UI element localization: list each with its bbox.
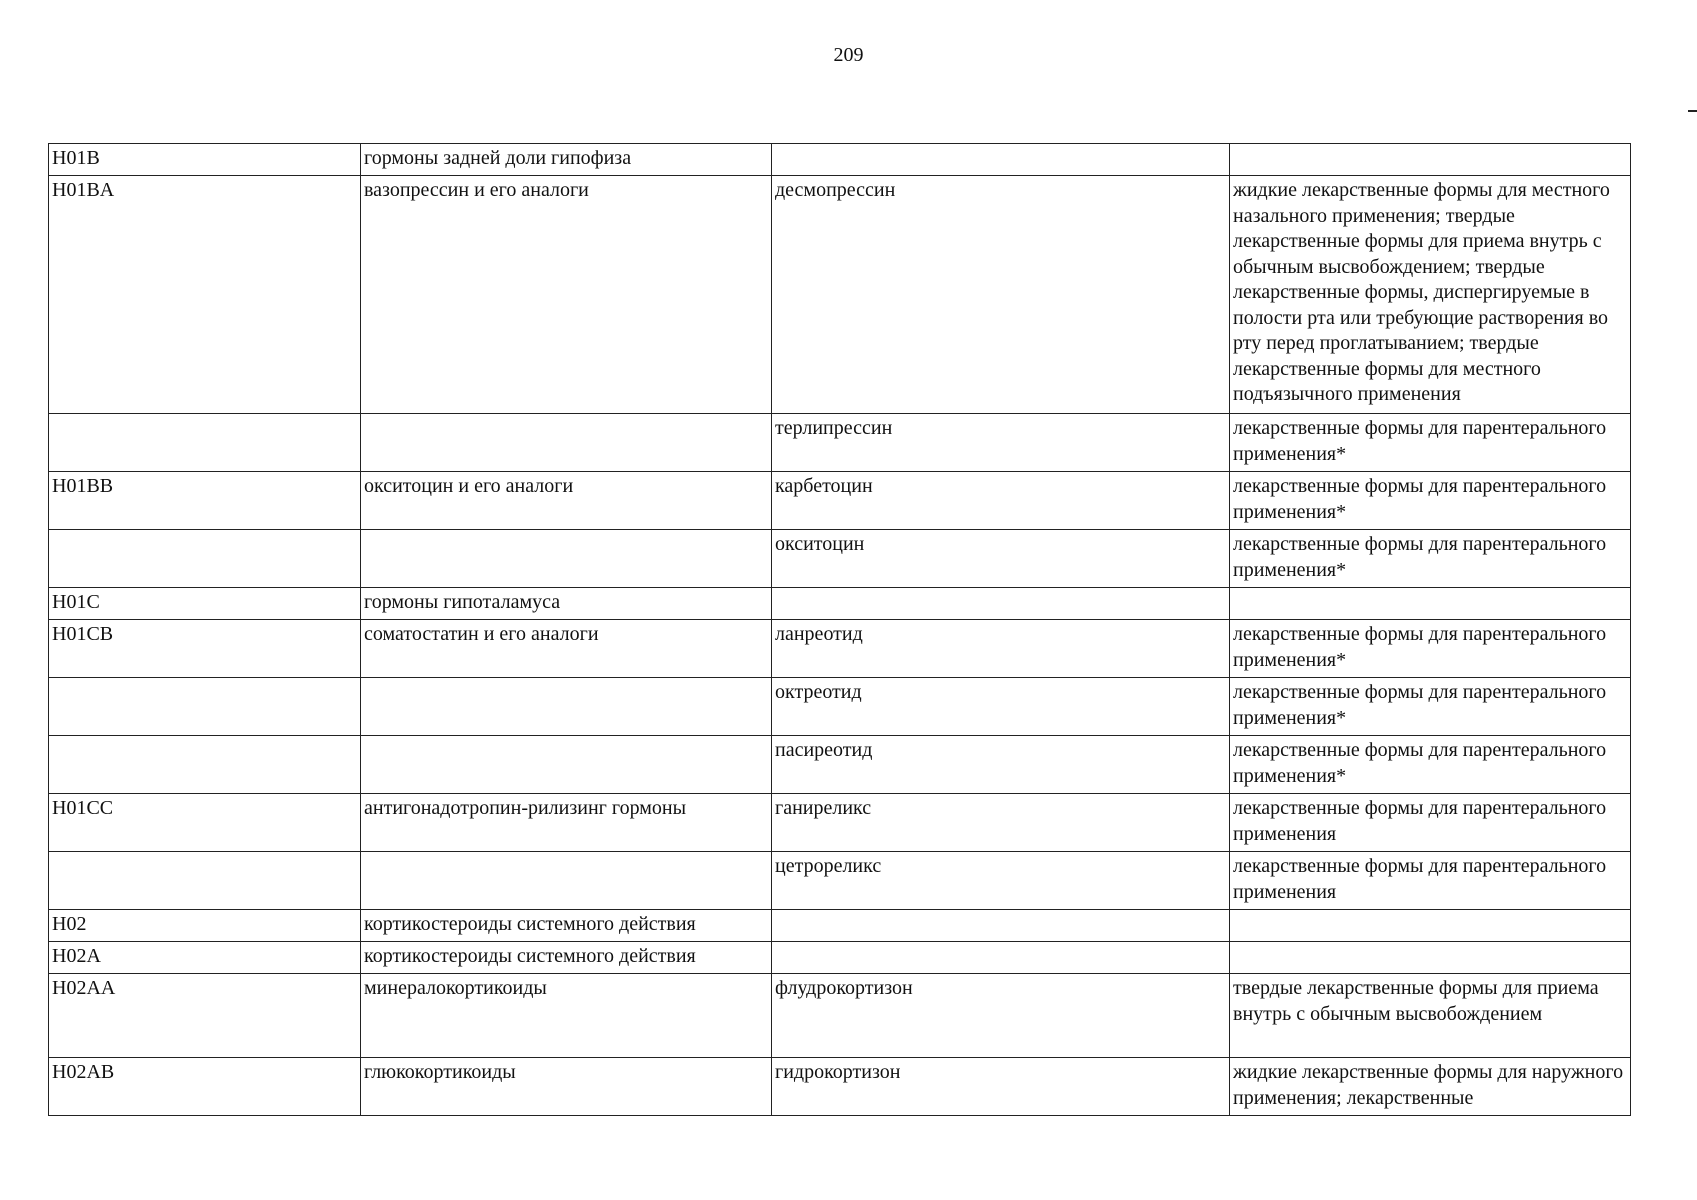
atc-code-cell [49,414,361,472]
drug-name-cell: окситоцин [772,530,1230,588]
drug-name-cell: ланреотид [772,620,1230,678]
atc-code-cell: H01CC [49,794,361,852]
group-name-cell: антигонадотропин-рилизинг гормоны [361,794,772,852]
table-row [49,794,1631,852]
drug-name-cell [772,942,1230,974]
table-row [49,942,1631,974]
dosage-forms-cell [1230,942,1631,974]
drug-name-cell: карбетоцин [772,472,1230,530]
table-row [49,678,1631,736]
table-row [49,472,1631,530]
atc-code-cell: H02 [49,910,361,942]
table-row [49,414,1631,472]
group-name-cell [361,678,772,736]
dosage-forms-cell: лекарственные формы для парентерального применения* [1230,678,1631,736]
group-name-cell: глюкокортикоиды [361,1058,772,1116]
group-name-cell: вазопрессин и его аналоги [361,176,772,414]
group-name-cell [361,736,772,794]
group-name-cell: окситоцин и его аналоги [361,472,772,530]
dosage-forms-cell [1230,588,1631,620]
dosage-forms-cell: лекарственные формы для парентерального применения* [1230,530,1631,588]
group-name-cell: гормоны гипоталамуса [361,588,772,620]
dosage-forms-cell: лекарственные формы для парентерального применения* [1230,736,1631,794]
drug-name-cell: флудрокортизон [772,974,1230,1058]
group-name-cell: минералокортикоиды [361,974,772,1058]
group-name-cell [361,852,772,910]
drug-name-cell: ганиреликс [772,794,1230,852]
atc-code-cell [49,530,361,588]
drug-name-cell [772,144,1230,176]
atc-code-cell: H02A [49,942,361,974]
atc-code-cell [49,678,361,736]
dosage-forms-cell: жидкие лекарственные формы для наружного применения; лекарственные [1230,1058,1631,1116]
atc-code-cell [49,852,361,910]
dosage-forms-cell: лекарственные формы для парентерального применения [1230,852,1631,910]
group-name-cell: соматостатин и его аналоги [361,620,772,678]
dosage-forms-cell: лекарственные формы для парентерального применения [1230,794,1631,852]
atc-code-cell: H01B [49,144,361,176]
table-row [49,530,1631,588]
dosage-forms-cell [1230,910,1631,942]
atc-code-cell [49,736,361,794]
atc-code-cell: H02AA [49,974,361,1058]
table-row [49,588,1631,620]
group-name-cell: гормоны задней доли гипофиза [361,144,772,176]
dosage-forms-cell: лекарственные формы для парентерального применения* [1230,472,1631,530]
drug-name-cell: цетрореликс [772,852,1230,910]
drug-name-cell: октреотид [772,678,1230,736]
table-row [49,620,1631,678]
dosage-forms-cell [1230,144,1631,176]
group-name-cell: кортикостероиды системного действия [361,942,772,974]
table-row [49,974,1631,1058]
dosage-forms-cell: жидкие лекарственные формы для местного назального применения; твердые лекарственные формы для приема внутрь с обычным высвобождением; твердые лекарственные формы, диспергируемые в полости рта или требующие растворения во рту перед проглатыванием; твердые лекарственные формы для местного подъязычного применения [1230,176,1631,414]
drug-table [48,143,1631,1116]
dosage-forms-cell: твердые лекарственные формы для приема внутрь с обычным высвобождением [1230,974,1631,1058]
table-row [49,176,1631,414]
group-name-cell [361,414,772,472]
edge-mark [1688,110,1697,112]
drug-name-cell [772,910,1230,942]
drug-name-cell: гидрокортизон [772,1058,1230,1116]
atc-code-cell: H01C [49,588,361,620]
atc-code-cell: H01BB [49,472,361,530]
table-row [49,144,1631,176]
atc-code-cell: H01CB [49,620,361,678]
drug-name-cell: терлипрессин [772,414,1230,472]
group-name-cell: кортикостероиды системного действия [361,910,772,942]
dosage-forms-cell: лекарственные формы для парентерального применения* [1230,414,1631,472]
table-row [49,852,1631,910]
table-row [49,736,1631,794]
dosage-forms-cell: лекарственные формы для парентерального применения* [1230,620,1631,678]
drug-name-cell: пасиреотид [772,736,1230,794]
atc-code-cell: H02AB [49,1058,361,1116]
table-row [49,910,1631,942]
page-number: 209 [833,44,864,66]
drug-name-cell [772,588,1230,620]
atc-code-cell: H01BA [49,176,361,414]
drug-name-cell: десмопрессин [772,176,1230,414]
group-name-cell [361,530,772,588]
table-row [49,1058,1631,1116]
